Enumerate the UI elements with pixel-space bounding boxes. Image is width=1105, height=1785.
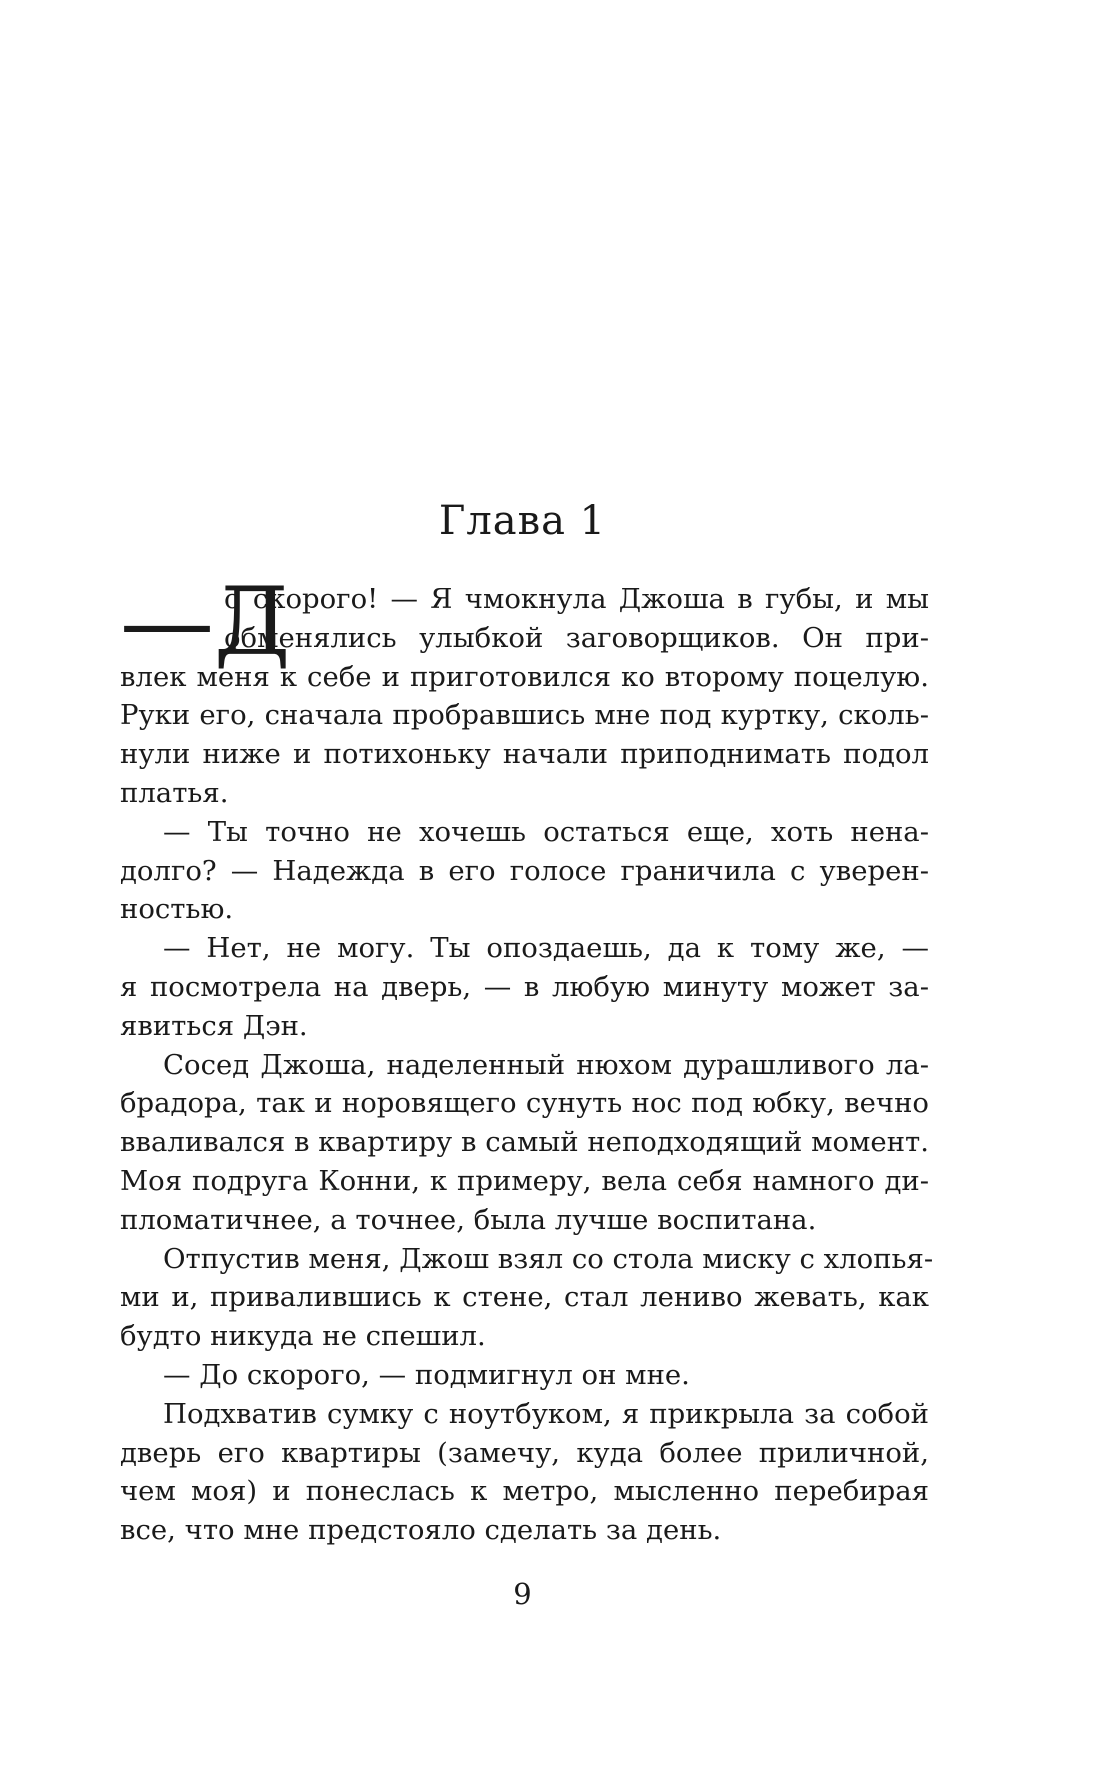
text-line: я посмотрела на дверь, — в любую минуту может за- bbox=[120, 970, 929, 1003]
text-line: вваливался в квартиру в самый неподходящий момент. bbox=[120, 1126, 929, 1159]
text-line: Моя подруга Конни, к примеру, вела себя намного ди- bbox=[120, 1164, 929, 1197]
paragraph-2 bbox=[120, 813, 929, 929]
text-line: Подхватив сумку с ноутбуком, я прикрыла за собой bbox=[163, 1397, 929, 1430]
text-line: Руки его, сначала пробравшись мне под куртку, сколь- bbox=[120, 699, 929, 732]
text-line: — Ты точно не хочешь остаться еще, хоть нена- bbox=[163, 815, 929, 848]
drop-cap: —Д bbox=[120, 568, 291, 677]
text-line: — До скорого, — подмигнул он мне. bbox=[163, 1358, 690, 1391]
text-line: ностью. bbox=[120, 893, 234, 926]
text-line: — Нет, не могу. Ты опоздаешь, да к тому же, — bbox=[163, 932, 929, 965]
text-line: явиться Дэн. bbox=[120, 1009, 308, 1042]
text-line: все, что мне предстояло сделать за день. bbox=[120, 1514, 722, 1547]
chapter-title: Глава 1 bbox=[438, 498, 607, 544]
text-line: пломатичнее, а точнее, была лучше воспитана. bbox=[120, 1203, 817, 1236]
page-number: 9 bbox=[513, 1577, 532, 1611]
text-line: нули ниже и потихоньку начали приподнимать подол bbox=[120, 738, 929, 771]
text-line: ми и, привалившись к стене, стал лениво жевать, как bbox=[120, 1281, 929, 1314]
chapter-body bbox=[120, 568, 934, 1550]
paragraph-5 bbox=[120, 1240, 934, 1356]
text-line: платья. bbox=[120, 776, 229, 809]
text-line: обменялись улыбкой заговорщиков. Он при- bbox=[224, 621, 929, 654]
text-line: брадора, так и норовящего сунуть нос под юбку, вечно bbox=[120, 1087, 929, 1120]
text-line: долго? — Надежда в его голосе граничила с уверен- bbox=[120, 854, 929, 887]
text-line: о скорого! — Я чмокнула Джоша в губы, и мы bbox=[224, 583, 929, 615]
text-line: чем моя) и понеслась к метро, мысленно перебирая bbox=[120, 1475, 929, 1508]
paragraph-4 bbox=[120, 1046, 929, 1240]
text-line: Сосед Джоша, наделенный нюхом дурашливого ла- bbox=[163, 1048, 929, 1081]
text-line: дверь его квартиры (замечу, куда более приличной, bbox=[120, 1436, 929, 1469]
paragraph-3 bbox=[120, 929, 929, 1045]
paragraph-6 bbox=[120, 1356, 929, 1395]
text-line: Отпустив меня, Джош взял со стола миску с хлопья- bbox=[163, 1242, 934, 1275]
text-line: влек меня к себе и приготовился ко второму поцелую. bbox=[120, 660, 929, 693]
paragraph-1 bbox=[120, 568, 929, 813]
text-line: будто никуда не спешил. bbox=[120, 1320, 486, 1353]
paragraph-7 bbox=[120, 1395, 929, 1550]
